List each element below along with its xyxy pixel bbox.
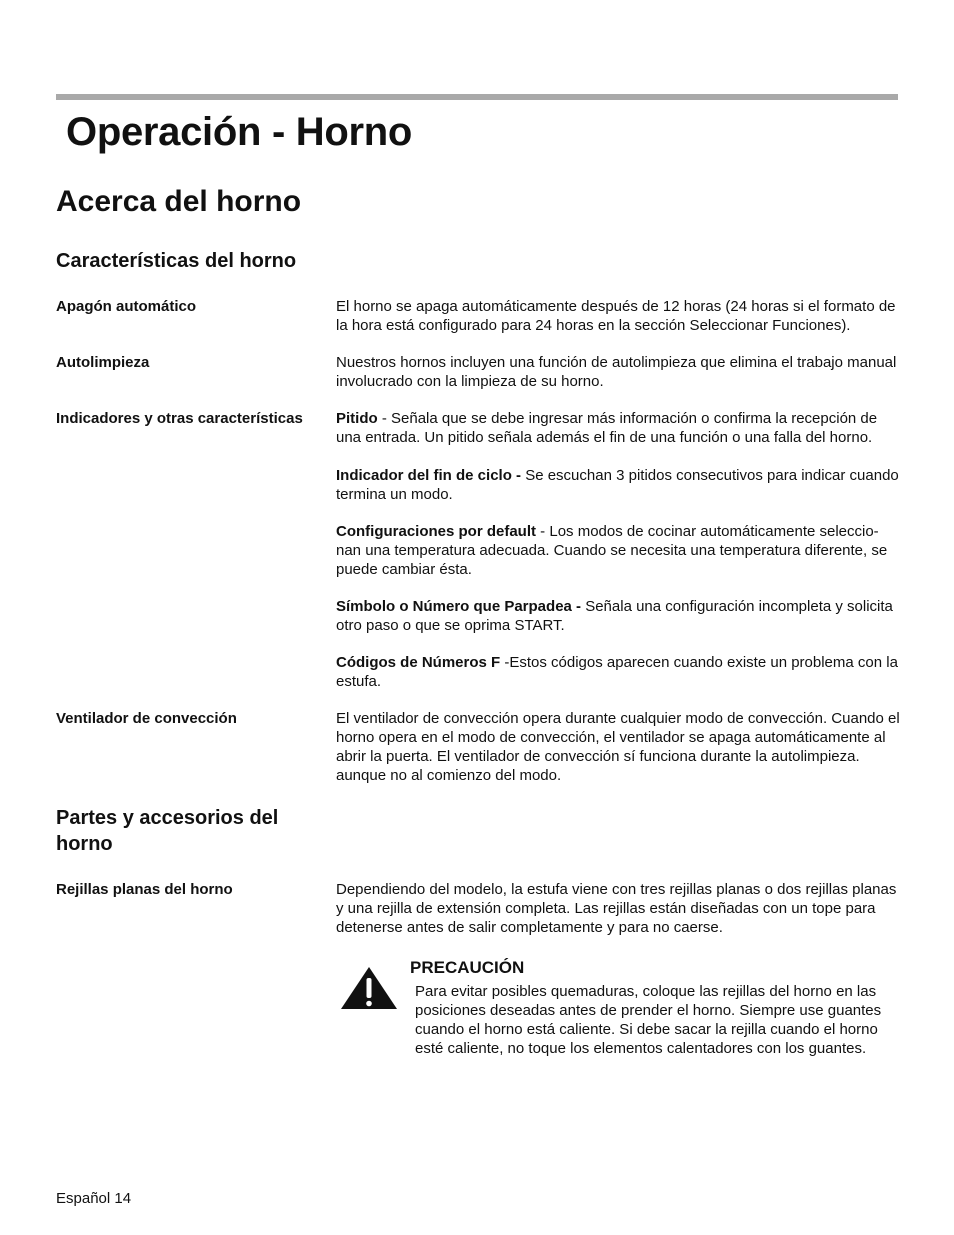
caution-title: PRECAUCIÓN bbox=[410, 958, 525, 977]
label-convection-fan: Ventilador de convección bbox=[56, 710, 237, 727]
indicator-item-desc: - Señala que se debe ingresar más información o confirma la recepción de una entrada. Un pitido señala además el fin de una función o una falla del horno. bbox=[336, 410, 878, 446]
subsection-heading-features: Características del horno bbox=[56, 250, 297, 272]
text-convection-fan: El ventilador de convección opera durante cualquier modo de convección. Cuando el horno opera en el modo de convección, el ventilador se apaga automáticamente al abrir la puerta. El ventilador de convección sí funciona durante la autolimpieza. aunque no al comienzo del modo. bbox=[336, 710, 900, 784]
indicator-item-desc: Señala una configuración incompleta y solicita otro paso o que se oprima START. bbox=[336, 598, 893, 634]
indicator-item-beep bbox=[336, 409, 902, 447]
label-self-clean: Autolimpieza bbox=[56, 354, 150, 371]
label-auto-off: Apagón automático bbox=[56, 298, 197, 315]
page-footer: Español 14 bbox=[56, 1190, 132, 1207]
indicator-item-term: Códigos de Números F bbox=[336, 654, 501, 671]
indicator-item-desc: Se escuchan 3 pitidos consecutivos para indicar cuando termina un modo. bbox=[336, 467, 899, 503]
text-racks: Dependiendo del modelo, la estufa viene con tres rejillas planas o dos rejillas planas y una rejilla de extensión completa. Las rejillas están diseñadas con un tope para detenerse antes de salir completamente y para no caerse. bbox=[336, 881, 897, 936]
caution-text: Para evitar posibles quemaduras, coloque las rejillas del horno en las posiciones deseadas antes de prender el horno. Siempre use guantes cuando el horno está caliente. Si debe sacar la rejilla cuando el horno esté caliente, no toque los elementos calentadores con los guantes. bbox=[415, 983, 882, 1057]
text-auto-off: El horno se apaga automáticamente después de 12 horas (24 horas si el formato de la hora está configurado para 24 horas en la sección Seleccionar Funciones). bbox=[336, 298, 896, 334]
section-heading: Acerca del horno bbox=[56, 185, 302, 218]
indicator-item-desc: - Los modos de cocinar automáticamente seleccio-nan una temperatura adecuada. Cuando se necesita una temperatura diferente, se puede cambiar ésta. bbox=[336, 523, 888, 578]
indicator-item-blinking bbox=[336, 597, 902, 635]
indicator-item-defaults bbox=[336, 522, 902, 579]
indicator-item-term: Pitido bbox=[336, 410, 378, 427]
title-rule bbox=[56, 94, 898, 100]
page-title: Operación - Horno bbox=[66, 110, 413, 154]
text-self-clean: Nuestros hornos incluyen una función de autolimpieza que elimina el trabajo manual involucrado con la limpieza de su horno. bbox=[336, 354, 897, 390]
indicator-item-term: Indicador del fin de ciclo - bbox=[336, 467, 522, 484]
subsection-heading-parts: Partes y accesorios del horno bbox=[56, 807, 279, 855]
indicator-item-term: Configuraciones por default bbox=[336, 523, 537, 540]
indicator-item-term: Símbolo o Número que Parpadea - bbox=[336, 598, 582, 615]
label-indicators: Indicadores y otras características bbox=[56, 410, 303, 427]
warning-icon bbox=[340, 966, 398, 1010]
label-racks: Rejillas planas del horno bbox=[56, 881, 233, 898]
indicator-item-end-cycle bbox=[336, 466, 902, 504]
indicator-item-f-codes bbox=[336, 653, 902, 691]
indicator-item-desc: -Estos códigos aparecen cuando existe un problema con la estufa. bbox=[336, 654, 898, 690]
